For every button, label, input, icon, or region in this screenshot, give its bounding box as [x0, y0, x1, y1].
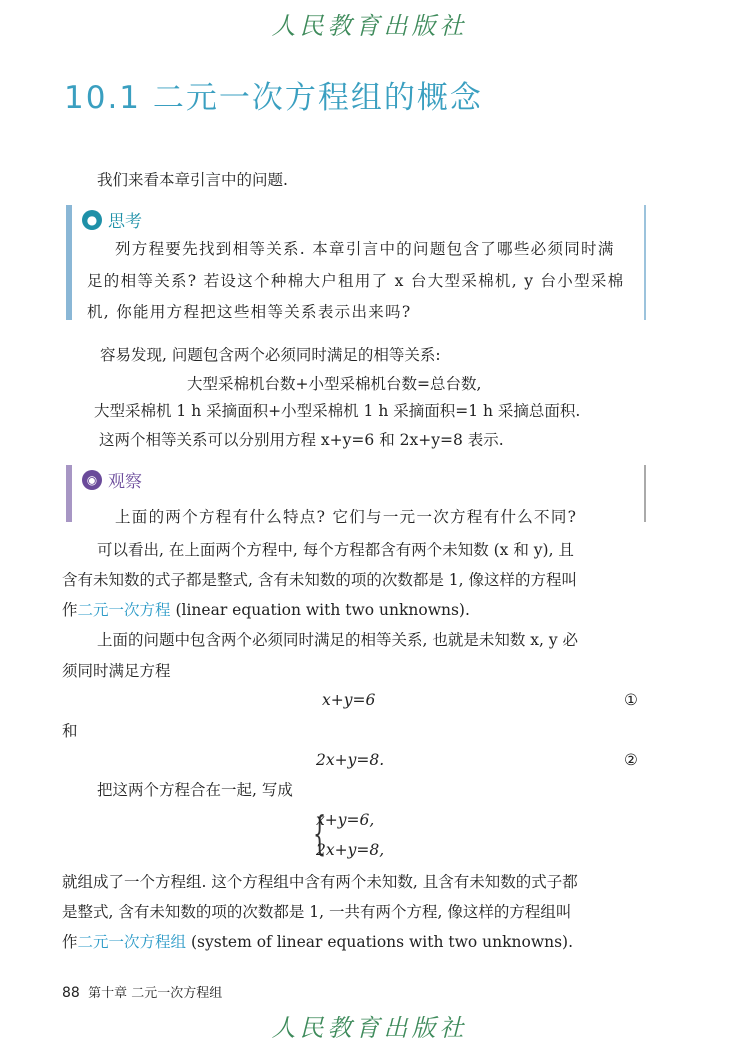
paragraph-line: 上面的问题中包含两个必须同时满足的相等关系, 也就是未知数 x, y 必 — [97, 631, 579, 649]
think-box — [66, 205, 646, 320]
relation-1: 大型采棉机台数+小型采棉机台数=总台数, — [187, 375, 482, 393]
think-header — [82, 207, 142, 232]
paragraph-line: 容易发现, 问题包含两个必须同时满足的相等关系: — [100, 346, 441, 364]
term-linear-system: 二元一次方程组 — [77, 933, 187, 951]
lightbulb-icon: ● — [82, 210, 102, 230]
system-equation: 2x+y=8, — [316, 841, 385, 859]
think-line: 足的相等关系? 若设这个种棉大户租用了 x 台大型采棉机, y 台小型采棉 — [87, 272, 625, 290]
page-number: 88 — [62, 985, 80, 1001]
observe-box — [66, 465, 646, 526]
eye-icon: ◉ — [82, 470, 102, 490]
observe-label: 观察 — [108, 472, 142, 492]
text: (system of linear equations with two unknowns). — [186, 933, 574, 951]
observe-line: 上面的两个方程有什么特点? 它们与一元一次方程有什么不同? — [115, 508, 578, 526]
section-title: 10.1 二元一次方程组的概念 — [64, 80, 483, 116]
paragraph-line — [62, 932, 573, 952]
and-text: 和 — [62, 722, 78, 740]
paragraph-line: 可以看出, 在上面两个方程中, 每个方程都含有两个未知数 (x 和 y), 且 — [97, 541, 574, 559]
equation-2-tag: ② — [624, 751, 638, 769]
chapter-name: 第十章 二元一次方程组 — [88, 986, 223, 1001]
equation-1-tag: ① — [624, 691, 638, 709]
intro-text: 我们来看本章引言中的问题. — [97, 171, 288, 189]
equation-2: 2x+y=8. — [316, 751, 385, 769]
text: (linear equation with two unknowns). — [170, 601, 470, 619]
think-label: 思考 — [108, 212, 142, 232]
paragraph-line: 含有未知数的式子都是整式, 含有未知数的项的次数都是 1, 像这样的方程叫 — [62, 571, 577, 589]
equation-1: x+y=6 — [322, 691, 376, 709]
paragraph-line: 须同时满足方程 — [62, 662, 171, 680]
footer — [62, 982, 222, 1001]
text: 作 — [62, 601, 78, 619]
paragraph-line: 就组成了一个方程组. 这个方程组中含有两个未知数, 且含有未知数的式子都 — [62, 873, 578, 891]
paragraph-line: 是整式, 含有未知数的项的次数都是 1, 一共有两个方程, 像这样的方程组叫 — [62, 903, 572, 921]
term-linear-equation: 二元一次方程 — [77, 601, 171, 619]
text: 作 — [62, 933, 78, 951]
publisher-watermark-top: 人民教育出版社 — [271, 12, 468, 40]
relation-2: 大型采棉机 1 h 采摘面积+小型采棉机 1 h 采摘面积=1 h 采摘总面积. — [94, 402, 581, 420]
think-line: 机, 你能用方程把这些相等关系表示出来吗? — [87, 303, 412, 321]
system-equation: x+y=6, — [316, 811, 375, 829]
brace-icon: { — [313, 806, 327, 860]
publisher-watermark-bottom: 人民教育出版社 — [271, 1014, 468, 1042]
think-line: 列方程要先找到相等关系. 本章引言中的问题包含了哪些必须同时满 — [115, 240, 615, 258]
paragraph-line: 这两个相等关系可以分别用方程 x+y=6 和 2x+y=8 表示. — [99, 431, 504, 449]
paragraph-line — [62, 600, 470, 620]
paragraph-line: 把这两个方程合在一起, 写成 — [97, 781, 293, 799]
observe-header — [82, 467, 142, 492]
